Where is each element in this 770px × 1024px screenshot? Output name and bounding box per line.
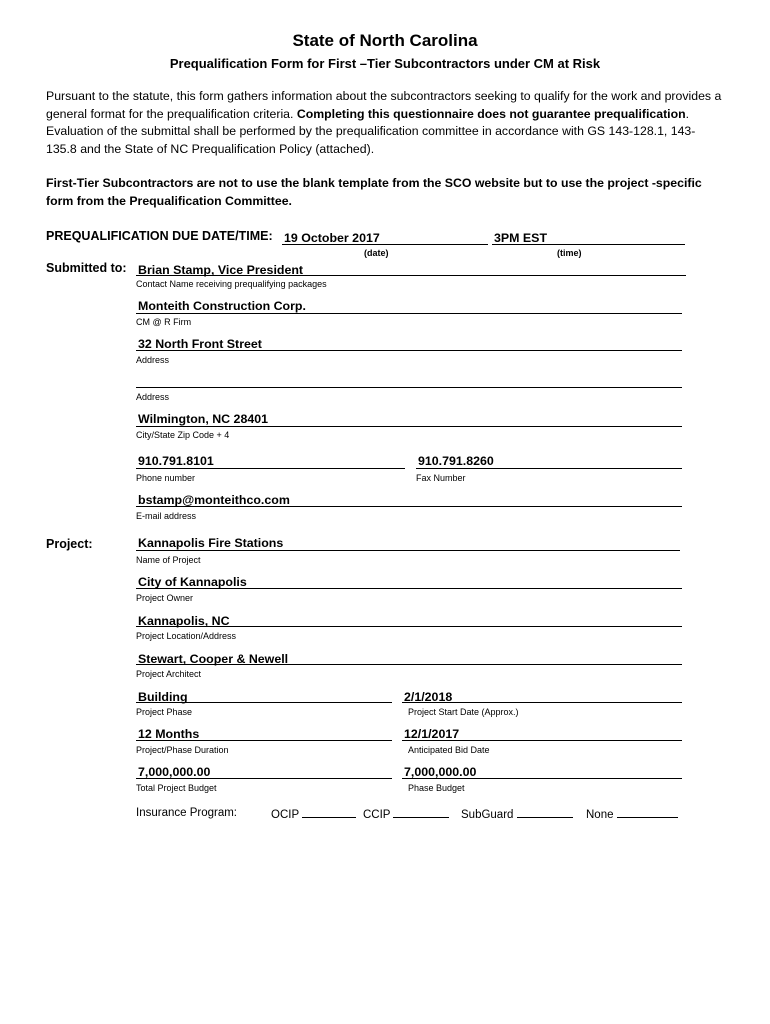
none-blank[interactable]: [617, 807, 678, 818]
contact-name-caption: Contact Name receiving prequalifying packages: [136, 279, 327, 289]
phase-budget-line: [402, 778, 682, 779]
bid-date-caption: Anticipated Bid Date: [408, 745, 490, 755]
project-location-value[interactable]: Kannapolis, NC: [138, 614, 230, 628]
project-name-line: [136, 550, 680, 551]
address1-value[interactable]: 32 North Front Street: [138, 337, 262, 351]
cm-firm-caption: CM @ R Firm: [136, 317, 192, 327]
project-owner-caption: Project Owner: [136, 593, 194, 603]
notice-text: First-Tier Subcontractors are not to use the blank template from the SCO website but to use the project -specific form from the Prequalification Committee.: [46, 176, 702, 208]
address2-line: [136, 387, 682, 388]
insurance-program-label: Insurance Program:: [136, 807, 237, 819]
fax-line: [416, 468, 682, 469]
bid-date-value[interactable]: 12/1/2017: [404, 727, 460, 741]
project-duration-value[interactable]: 12 Months: [138, 727, 200, 741]
cm-firm-line: [136, 313, 682, 314]
project-name-value[interactable]: Kannapolis Fire Stations: [138, 536, 284, 550]
project-phase-caption: Project Phase: [136, 707, 193, 717]
page-title: State of North Carolina: [292, 31, 478, 50]
subguard-blank[interactable]: [517, 807, 573, 818]
project-owner-value[interactable]: City of Kannapolis: [138, 575, 247, 589]
intro-text-2: . Evaluation of the submittal shall be performed by the prequalification committee in accordance with GS 143-128.1, 143-135.8 and the State of NC Prequalification Policy (attached).: [46, 106, 696, 156]
city-value[interactable]: Wilmington, NC 28401: [138, 412, 269, 426]
insurance-subguard: [461, 807, 573, 821]
project-name-caption: Name of Project: [136, 555, 201, 565]
total-budget-value[interactable]: 7,000,000.00: [138, 765, 211, 779]
project-duration-caption: Project/Phase Duration: [136, 745, 229, 755]
city-caption: City/State Zip Code + 4: [136, 430, 230, 440]
email-line: [136, 506, 682, 507]
project-duration-line: [136, 740, 392, 741]
phase-budget-value[interactable]: 7,000,000.00: [404, 765, 477, 779]
insurance-ocip: [271, 807, 356, 821]
cm-firm-value[interactable]: Monteith Construction Corp.: [138, 299, 306, 313]
page-subtitle: Prequalification Form for First –Tier Subcontractors under CM at Risk: [169, 56, 601, 71]
address2-caption: Address: [136, 392, 170, 402]
project-architect-line: [136, 664, 682, 665]
project-owner-line: [136, 588, 682, 589]
due-time-caption: (time): [557, 248, 582, 258]
project-start-line: [402, 702, 682, 703]
phone-caption: Phone number: [136, 473, 196, 483]
due-time-value[interactable]: 3PM EST: [494, 231, 548, 245]
project-start-value[interactable]: 2/1/2018: [404, 690, 453, 704]
due-time-line: [492, 244, 685, 245]
bid-date-line: [402, 740, 682, 741]
phase-budget-caption: Phase Budget: [408, 783, 465, 793]
email-caption: E-mail address: [136, 511, 197, 521]
fax-value[interactable]: 910.791.8260: [418, 454, 494, 468]
subguard-label: SubGuard: [461, 809, 514, 821]
due-date-caption: (date): [364, 248, 389, 258]
project-phase-value[interactable]: Building: [138, 690, 188, 704]
due-date-value[interactable]: 19 October 2017: [284, 231, 380, 245]
project-location-line: [136, 626, 682, 627]
insurance-ccip: [363, 807, 449, 821]
none-label: None: [586, 809, 614, 821]
intro-text-1: Pursuant to the statute, this form gathers information about the subcontractors seeking to qualify for the work and provides a general format for the prequalification criteria.: [46, 89, 722, 121]
address1-line: [136, 350, 682, 351]
address1-caption: Address: [136, 355, 170, 365]
project-label: Project:: [46, 537, 93, 551]
project-architect-caption: Project Architect: [136, 669, 202, 679]
project-start-caption: Project Start Date (Approx.): [408, 707, 519, 717]
submitted-to-label: Submitted to:: [46, 261, 127, 275]
intro-bold-text: Completing this questionnaire does not guarantee prequalification: [296, 106, 686, 121]
fax-caption: Fax Number: [416, 473, 466, 483]
ocip-label: OCIP: [271, 809, 299, 821]
ccip-blank[interactable]: [393, 807, 449, 818]
city-line: [136, 426, 682, 427]
contact-name-line: [136, 275, 686, 276]
ocip-blank[interactable]: [302, 807, 356, 818]
project-phase-line: [136, 702, 392, 703]
phone-line: [136, 468, 405, 469]
ccip-label: CCIP: [363, 809, 391, 821]
intro-paragraph: [46, 88, 726, 158]
email-value[interactable]: bstamp@monteithco.com: [138, 493, 290, 507]
insurance-none: [586, 807, 678, 821]
due-date-label: PREQUALIFICATION DUE DATE/TIME:: [46, 229, 273, 243]
total-budget-caption: Total Project Budget: [136, 783, 217, 793]
project-architect-value[interactable]: Stewart, Cooper & Newell: [138, 652, 289, 666]
total-budget-line: [136, 778, 392, 779]
project-location-caption: Project Location/Address: [136, 631, 237, 641]
contact-name-value[interactable]: Brian Stamp, Vice President: [138, 263, 304, 277]
due-date-line: [282, 244, 488, 245]
phone-value[interactable]: 910.791.8101: [138, 454, 214, 468]
